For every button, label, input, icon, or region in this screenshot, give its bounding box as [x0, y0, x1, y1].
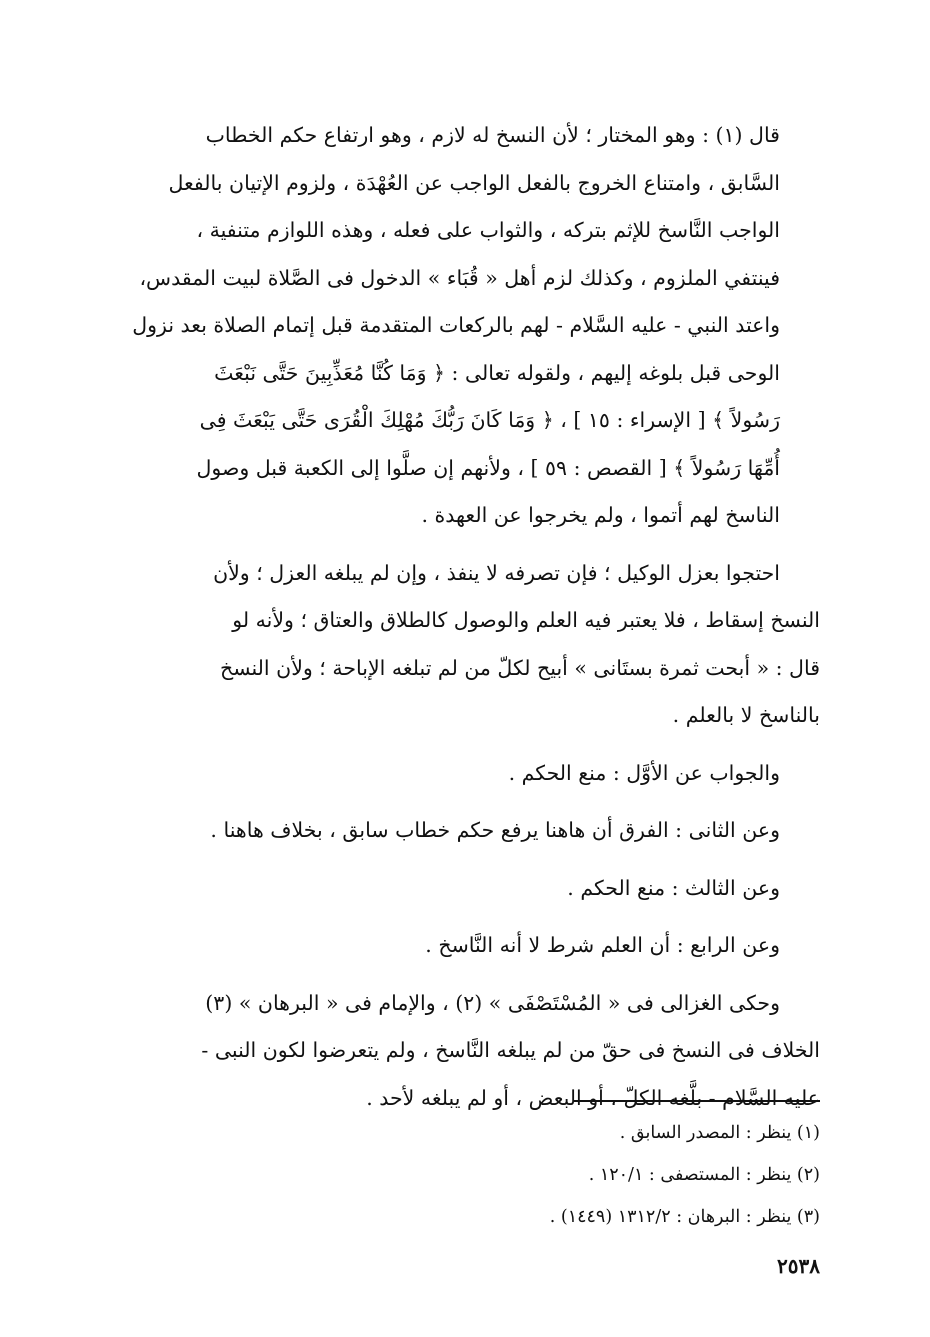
main-text — [104, 112, 820, 1122]
paragraph-1 — [104, 112, 820, 540]
text-line: قال (١) : وهو المختار ؛ لأن النسخ له لازم ، وهو ارتفاع حكم الخطاب — [205, 123, 780, 147]
text-line: واعتد النبي - عليه السَّلام - لهم بالركعات المتقدمة قبل إتمام الصلاة بعد نزول — [132, 313, 780, 337]
text-line: فينتفي الملزوم ، وكذلك لزم أهل « قُبَاء » الدخول فى الصَّلاة لبيت المقدس، — [139, 265, 780, 290]
text-line: أُمِّهَا رَسُولاً ﴾ [ القصص : ٥٩ ] ، ولأنهم إن صلَّوا إلى الكعبة قبل وصول — [196, 455, 780, 480]
text-line: وعن الثالث : منع الحكم . — [567, 875, 780, 900]
text-line: وعن الثانى : الفرق أن هاهنا يرفع حكم خطاب سابق ، بخلاف هاهنا . — [210, 818, 780, 842]
paragraph-5 — [104, 865, 820, 913]
page-number: ٢٥٣٨ — [777, 1254, 820, 1278]
text-line: السَّابق ، وامتناع الخروج بالفعل الواجب عن العُهْدَة ، ولزوم الإتيان بالفعل — [168, 170, 780, 195]
text-line: رَسُولاً ﴾ [ الإسراء : ١٥ ] ، ﴿ وَمَا كَانَ رَبُّكَ مُهْلِكَ الْقُرَى حَتَّى يَبْعَثَ فِى — [199, 408, 780, 432]
footnote-3: (٣) ينظر : البرهان : ١٣١٢/٢ (١٤٤٩) . — [549, 1207, 820, 1227]
footnotes — [300, 1112, 820, 1238]
paragraph-2 — [104, 550, 820, 740]
text-line: احتجوا بعزل الوكيل ؛ فإن تصرفه لا ينفذ ، وإن لم يبلغه العزل ؛ ولأن — [213, 560, 780, 585]
text-line: بالناسخ لا بالعلم . — [672, 703, 820, 727]
paragraph-4 — [104, 807, 820, 855]
text-line: وحكى الغزالى فى « المُسْتَصْفَى » (٢) ، والإمام فى « البرهان » (٣) — [205, 990, 780, 1015]
paragraph-3 — [104, 750, 820, 798]
footnote-1: (١) ينظر : المصدر السابق . — [619, 1123, 820, 1143]
text-line: الوحى قبل بلوغه إليهم ، ولقوله تعالى : ﴿ وَمَا كُنَّا مُعَذِّبِينَ حَتَّى نَبْعَثَ — [214, 360, 780, 385]
text-line: الواجب النَّاسخ للإثم بتركه ، والثواب على فعله ، وهذه اللوازم متنفية ، — [196, 218, 780, 242]
footnote-separator — [574, 1100, 820, 1102]
text-line: وعن الرابع : أن العلم شرط لا أنه النَّاسخ . — [425, 933, 780, 957]
text-line: الناسخ لهم أتموا ، ولم يخرجوا عن العهدة . — [421, 503, 780, 527]
text-line: والجواب عن الأوَّل : منع الحكم . — [508, 760, 780, 785]
footnote-2: (٢) ينظر : المستصفى : ١٢٠/١ . — [588, 1165, 820, 1185]
paragraph-6 — [104, 922, 820, 970]
text-line: قال : « أبحت ثمرة بستَانى » أبيح لكلّ من لم تبلغه الإباحة ؛ ولأن النسخ — [219, 655, 820, 680]
text-line: النسخ إسقاط ، فلا يعتبر فيه العلم والوصول كالطلاق والعتاق ؛ ولأنه لو — [232, 608, 820, 632]
text-line: الخلاف فى النسخ فى حقّ من لم يبلغه النَّاسخ ، ولم يتعرضوا لكون النبى - — [201, 1038, 820, 1062]
text-line: عليه السَّلام - بلَّغه الكلّ ، أو البعض ، أو لم يبلغه لأحد . — [366, 1085, 820, 1110]
